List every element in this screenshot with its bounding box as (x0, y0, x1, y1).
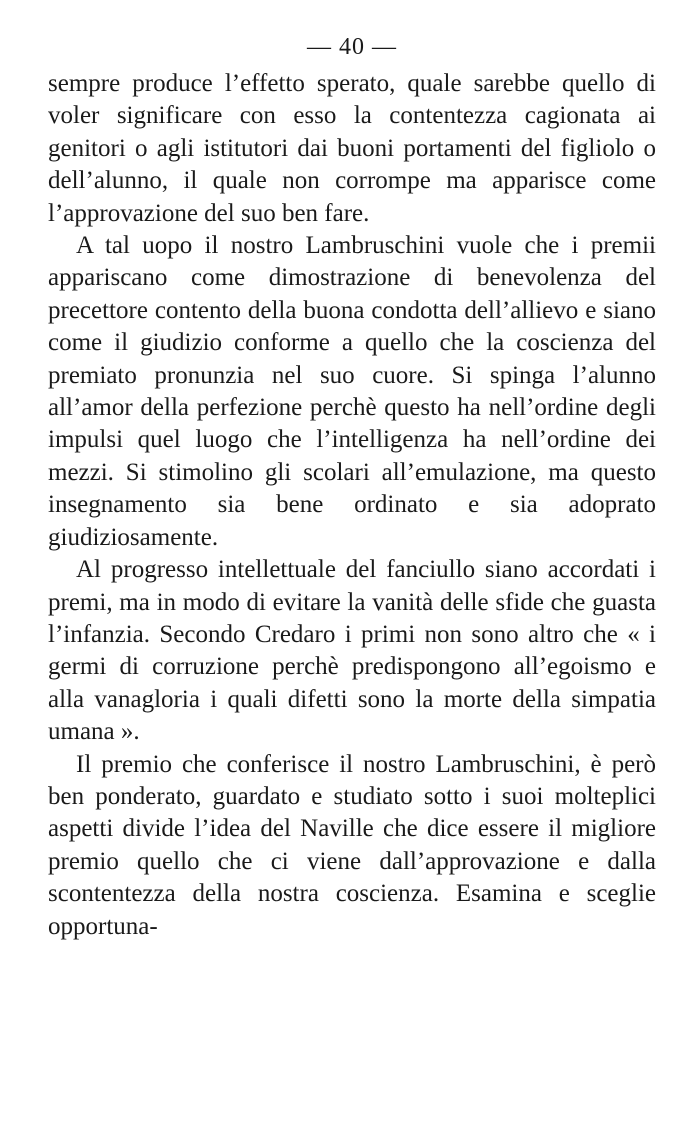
paragraph-continuation: sempre produce l’effetto sperato, quale sarebbe quello di voler significare con esso la contentezza cagionata ai genitori o agli istitutori dai buoni portamenti del figliolo o dell’alunno, il quale non corrompe ma apparisce come l’approvazione del suo ben fare. (48, 70, 656, 227)
paragraph-premio-naville: Il premio che conferisce il nostro Lambruschini, è però ben ponderato, guardato e studiato sotto i suoi molteplici aspetti divide l’idea del Naville che dice essere il migliore premio quello che ci viene dall’approvazione e dalla scontentezza della nostra coscienza. Esamina e sceglie opportuna- (48, 750, 656, 940)
body-text (48, 68, 656, 943)
paragraph-lambruschini-premii: A tal uopo il nostro Lambruschini vuole che i premii appariscano come dimostrazione di benevolenza del precettore contento della buona condotta dell’allievo e siano come il giudizio conforme a quello che la coscienza del premiato pronunzia nel suo cuore. Si spinga l’alunno all’amor della perfezione perchè questo ha nell’ordine degli impulsi quel luogo che l’intelligenza ha nell’ordine dei mezzi. Si stimolino gli scolari all’emulazione, ma questo insegnamento sia bene ordinato e sia adoprato giudiziosamente. (48, 232, 656, 551)
page-number: — 40 — (307, 34, 397, 60)
book-page (48, 30, 656, 943)
paragraph-progresso-intellettuale: Al progresso intellettuale del fanciullo siano accordati i premi, ma in modo di evitare la vanità delle sfide che guasta l’infanzia. Secondo Credaro i primi non sono altro che « i germi di corruzione perchè predispongono all’egoismo e alla vanagloria i quali difetti sono la morte della simpatia umana ». (48, 556, 656, 746)
